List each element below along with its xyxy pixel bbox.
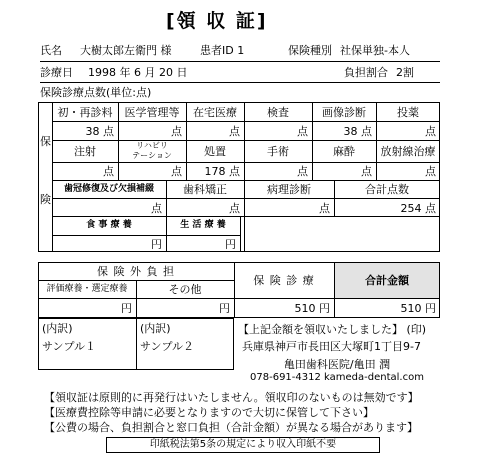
header-divider-1 [40, 61, 440, 62]
cell-value: 38 点 [85, 125, 114, 138]
cell-head: 処置 [204, 145, 226, 158]
header-divider-2 [40, 82, 440, 83]
cell-value: 点 [151, 202, 162, 215]
copay-label: 負担割合 [344, 66, 388, 79]
cell-head: 歯冠修復及び欠損補綴 [63, 184, 154, 194]
cell-value: 円 [225, 238, 236, 251]
cell-value: 点 [103, 165, 114, 178]
cell-value: 点 [229, 125, 240, 138]
side-label-bottom: 険 [40, 193, 51, 206]
cell-head: 手術 [267, 145, 289, 158]
cell-head: 合計点数 [365, 183, 409, 196]
cell-value: 点 [171, 125, 182, 138]
points-caption: 保険診療点数(単位:点) [40, 86, 152, 99]
cell-head: 麻酔 [333, 145, 355, 158]
cell-value: 点 [425, 125, 436, 138]
cell-head: 投薬 [397, 106, 419, 119]
insurance-type-label: 保険種別 [288, 44, 332, 57]
outside-val2: 円 [219, 302, 230, 315]
cell-value: 点 [297, 165, 308, 178]
cell-value: 38 点 [343, 125, 372, 138]
insurance-type-value: 社保単独-本人 [340, 44, 410, 57]
patient-name: 大樹太郎左衛門 様 [80, 44, 172, 57]
outside-col1: 評価療養・選定療養 [46, 284, 128, 294]
notice-line: 【領収証は原則的に再発行はいたしません。領収印のないものは無効です】 [44, 391, 419, 404]
cell-value: 点 [297, 125, 308, 138]
outside-val1: 円 [121, 302, 132, 315]
cell-value: 円 [151, 238, 162, 251]
clinic-name: 亀田歯科医院/亀田 潤 [283, 358, 391, 371]
cell-value: 点 [361, 165, 372, 178]
cell-head: 画像診断 [322, 106, 366, 119]
cell-head: 食 事 療 養 [86, 220, 132, 230]
breakdown-sample-1: サンプル１ [42, 340, 97, 353]
copay-value: 2割 [396, 66, 414, 79]
insurance-value: 510 円 [294, 302, 330, 315]
cell-head: 初・再診料 [57, 106, 113, 119]
cell-head: 検査 [267, 106, 289, 119]
cell-head: 放射線治療 [380, 145, 436, 158]
cell-value: 点 [319, 202, 330, 215]
cell-head: 在宅医療 [193, 106, 237, 119]
breakdown-label-2: (内訳) [140, 322, 171, 335]
breakdown-label-1: (内訳) [42, 322, 73, 335]
cell-head: 生 活 療 養 [180, 220, 226, 230]
stamp-note: 印紙税法第5条の規定により収入印紙不要 [149, 439, 337, 450]
outside-col2: その他 [168, 283, 202, 296]
total-label: 合計金額 [365, 274, 409, 287]
cell-head: 医学管理等 [124, 106, 180, 119]
page-title: [領 収 証] [166, 10, 268, 32]
name-label: 氏名 [40, 44, 62, 57]
date-label: 診療日 [40, 66, 73, 79]
notice-line: 【公費の場合、負担割合と窓口負担（合計金額）が異なる場合があります】 [44, 421, 418, 434]
cell-head: 歯科矯正 [183, 183, 227, 196]
cell-head: 病理診断 [267, 183, 311, 196]
patient-id: 患者ID 1 [200, 44, 245, 57]
cell-value: 点 [425, 165, 436, 178]
cell-head: リハビリ テーション [132, 141, 172, 160]
cell-value: 178 点 [204, 165, 240, 178]
clinic-address: 兵庫県神戸市長田区大塚町1丁目9-7 [242, 340, 421, 353]
breakdown-sample-2: サンプル２ [140, 340, 195, 353]
treatment-date: 1998 年 6 月 20 日 [88, 66, 188, 79]
total-points: 254 点 [400, 202, 436, 215]
insurance-label: 保 険 診 療 [253, 274, 315, 287]
notice-line: 【医療費控除等申請に必要となりますので大切に保管して下さい】 [44, 406, 374, 419]
total-value: 510 円 [400, 302, 436, 315]
side-label-top: 保 [40, 135, 51, 148]
outside-header: 保 険 外 負 担 [97, 265, 175, 278]
cell-value: 点 [229, 202, 240, 215]
clinic-contact: 078-691-4312 kameda-dental.com [250, 372, 424, 383]
cell-value: 点 [171, 165, 182, 178]
cell-head: 注射 [74, 145, 96, 158]
receipt-text: 【上記金額を領収いたしました】 (印) [238, 323, 427, 336]
